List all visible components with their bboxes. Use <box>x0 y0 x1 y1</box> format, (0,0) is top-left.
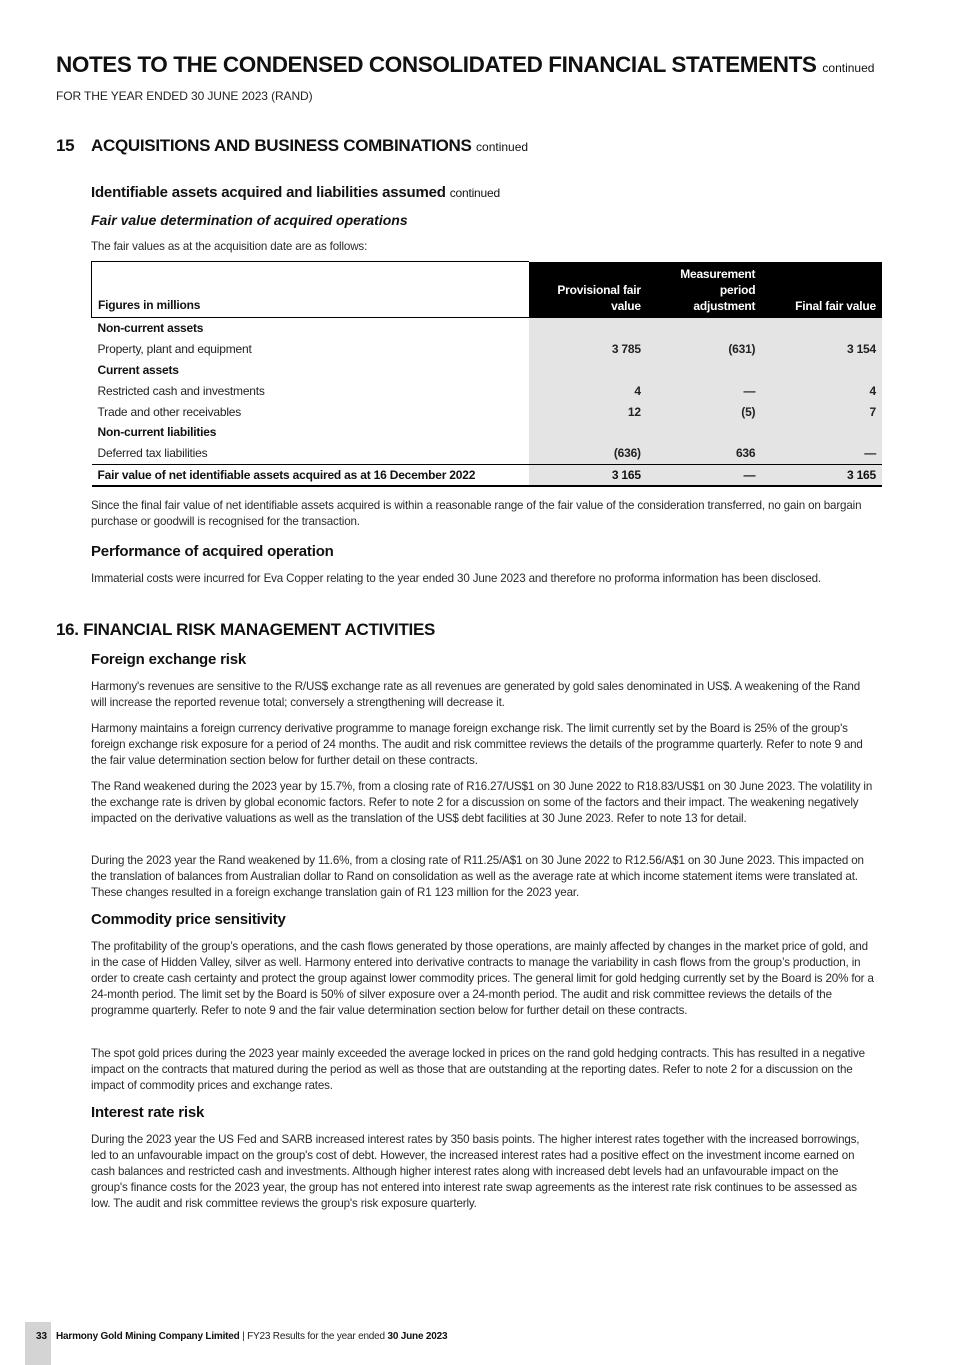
cell-adjustment <box>647 422 762 443</box>
page-title-continued: continued <box>822 61 875 75</box>
cell-adjustment: (631) <box>647 339 762 360</box>
cell-provisional: 12 <box>529 401 647 422</box>
fx-paragraph-2: Harmony maintains a foreign currency derivative programme to manage foreign exchange risk. The limit currently set by the Board is 25% of the group's foreign exchange risk exposure for a period of 24 months. The audit and risk committee reviews the details of the programme quarterly. Refer to note 9 and the fair value determination section below for further detail on these contracts. <box>91 722 863 767</box>
section-15-title: 15 ACQUISITIONS AND BUSINESS COMBINATIONS continued <box>56 136 529 155</box>
column-header-adjustment: Measurement period adjustment <box>647 262 762 318</box>
row-label: Fair value of net identifiable assets acquired as at 16 December 2022 <box>92 464 529 486</box>
table-row <box>92 339 883 360</box>
table-row <box>92 380 883 401</box>
table-intro: The fair values as at the acquisition date are as follows: <box>91 240 368 253</box>
footer-text: Harmony Gold Mining Company Limited | FY23 Results for the year ended 30 June 2023 <box>56 1331 448 1342</box>
commodity-paragraph-1: The profitability of the group’s operations, and the cash flows generated by those operations, are mainly affected by changes in the market price of gold, and in the case of Hidden Valley, silver as well. Harmony entered into derivative contracts to manage the variability in cash flows from the group’s production, in order to create cash certainty and protect the group against lower commodity prices. The general limit for gold hedging currently set by the Board is 20% for a 24-month period. The limit set by the Board is 50% of silver exposure over a 24-month period. The audit and risk committee reviews the details of the programme quarterly. Refer to note 9 and the fair value determination section below for further detail on these contracts. <box>91 940 874 1017</box>
identifiable-assets-heading: Identifiable assets acquired and liabilities assumed continued <box>91 184 500 201</box>
row-label: Deferred tax liabilities <box>92 443 529 464</box>
performance-text: Immaterial costs were incurred for Eva Copper relating to the year ended 30 June 2023 and therefore no proforma information has been disclosed. <box>91 572 821 585</box>
table-row <box>92 422 883 443</box>
row-label: Non-current assets <box>97 321 204 336</box>
fx-risk-heading: Foreign exchange risk <box>91 651 247 668</box>
column-header-final: Final fair value <box>761 262 882 318</box>
cell-adjustment <box>647 360 762 381</box>
page-subtitle: FOR THE YEAR ENDED 30 JUNE 2023 (RAND) <box>56 89 313 103</box>
cell-final: 3 154 <box>761 339 882 360</box>
cell-adjustment <box>647 318 762 339</box>
table-row <box>92 318 883 339</box>
cell-adjustment: (5) <box>647 401 762 422</box>
table-row <box>92 401 883 422</box>
cell-provisional: (636) <box>529 443 647 464</box>
fair-value-heading: Fair value determination of acquired operations <box>91 212 408 228</box>
commodity-paragraph-2: The spot gold prices during the 2023 year mainly exceeded the average locked in prices on the rand gold hedging contracts. This has resulted in a negative impact on the contracts that matured during the period as well as those that are outstanding at the reporting dates. Refer to note 2 for a discussion on the impact of commodity prices and exchange rates. <box>91 1047 865 1092</box>
row-label: Non-current liabilities <box>97 425 217 440</box>
row-label: Current assets <box>97 362 179 377</box>
interest-paragraph-1: During the 2023 year the US Fed and SARB increased interest rates by 350 basis points. The higher interest rates together with the increased borrowings, led to an unfavourable impact on the group's cost of debt. However, the increased interest rates had a positive effect on the investment income earned on cash balances and restricted cash and investments. Although higher interest rates along with increased debt levels had an unfavourable impact on the group's finance costs for the 2023 year, the group has not entered into interest rate swap agreements as the interest rate risk continues to be assessed as low. The audit and risk committee reviews the group's risk exposure quarterly. <box>91 1133 860 1210</box>
table-total-row <box>92 464 883 486</box>
table-row <box>92 360 883 381</box>
cell-final <box>761 360 882 381</box>
table-header-row <box>92 262 883 318</box>
cell-provisional <box>529 360 647 381</box>
goodwill-note: Since the final fair value of net identifiable assets acquired is within a reasonable range of the fair value of the consideration transferred, no gain on bargain purchase or goodwill is recognised for the transaction. <box>91 499 862 528</box>
row-label: Restricted cash and investments <box>97 383 265 398</box>
fx-paragraph-4: During the 2023 year the Rand weakened by 11.6%, from a closing rate of R11.25/A$1 on 30 June 2022 to R12.56/A$1 on 30 June 2023. This impacted on the translation of balances from Australian dollar to Rand on consolidation as well as the average rate at which income statement items were translated at. These changes resulted in a foreign exchange translation gain of R1 123 million for the 2023 year. <box>91 854 864 899</box>
cell-final: — <box>761 443 882 464</box>
fx-paragraph-1: Harmony's revenues are sensitive to the R/US$ exchange rate as all revenues are generated by gold sales denominated in US$. A weakening of the Rand will increase the reported revenue total; conversely a strengthening will decrease it. <box>91 680 861 709</box>
cell-adjustment: 636 <box>647 443 762 464</box>
performance-heading: Performance of acquired operation <box>91 543 334 560</box>
cell-final <box>761 422 882 443</box>
cell-final: 4 <box>761 380 882 401</box>
page-number: 33 <box>36 1331 48 1342</box>
cell-adjustment: — <box>647 380 762 401</box>
row-label: Property, plant and equipment <box>97 342 252 357</box>
table-row <box>92 443 883 464</box>
cell-provisional: 3 785 <box>529 339 647 360</box>
footer-bar <box>25 1322 51 1365</box>
section-16-title: 16. FINANCIAL RISK MANAGEMENT ACTIVITIES <box>56 620 436 639</box>
cell-adjustment: — <box>647 464 762 486</box>
cell-provisional: 4 <box>529 380 647 401</box>
page-title: NOTES TO THE CONDENSED CONSOLIDATED FINANCIAL STATEMENTS continued <box>56 52 875 77</box>
cell-provisional <box>529 318 647 339</box>
cell-provisional: 3 165 <box>529 464 647 486</box>
cell-final: 7 <box>761 401 882 422</box>
cell-final <box>761 318 882 339</box>
cell-provisional <box>529 422 647 443</box>
fx-paragraph-3: The Rand weakened during the 2023 year by 15.7%, from a closing rate of R16.27/US$1 on 30 June 2022 to R18.83/US$1 on 30 June 2023. The volatility in the exchange rate is driven by global economic factors. Refer to note 2 for a discussion on some of the factors and their impact. The weakening negatively impacted on the derivative valuations as well as the translation of the US$ debt facilities at 30 June 2023. Refer to note 13 for detail. <box>91 780 873 825</box>
fair-value-table <box>91 261 882 487</box>
column-header-provisional: Provisional fair value <box>529 262 647 318</box>
row-label: Trade and other receivables <box>97 404 242 419</box>
interest-rate-heading: Interest rate risk <box>91 1104 205 1121</box>
cell-final: 3 165 <box>761 464 882 486</box>
column-header-figures: Figures in millions <box>92 262 529 318</box>
commodity-heading: Commodity price sensitivity <box>91 911 286 928</box>
